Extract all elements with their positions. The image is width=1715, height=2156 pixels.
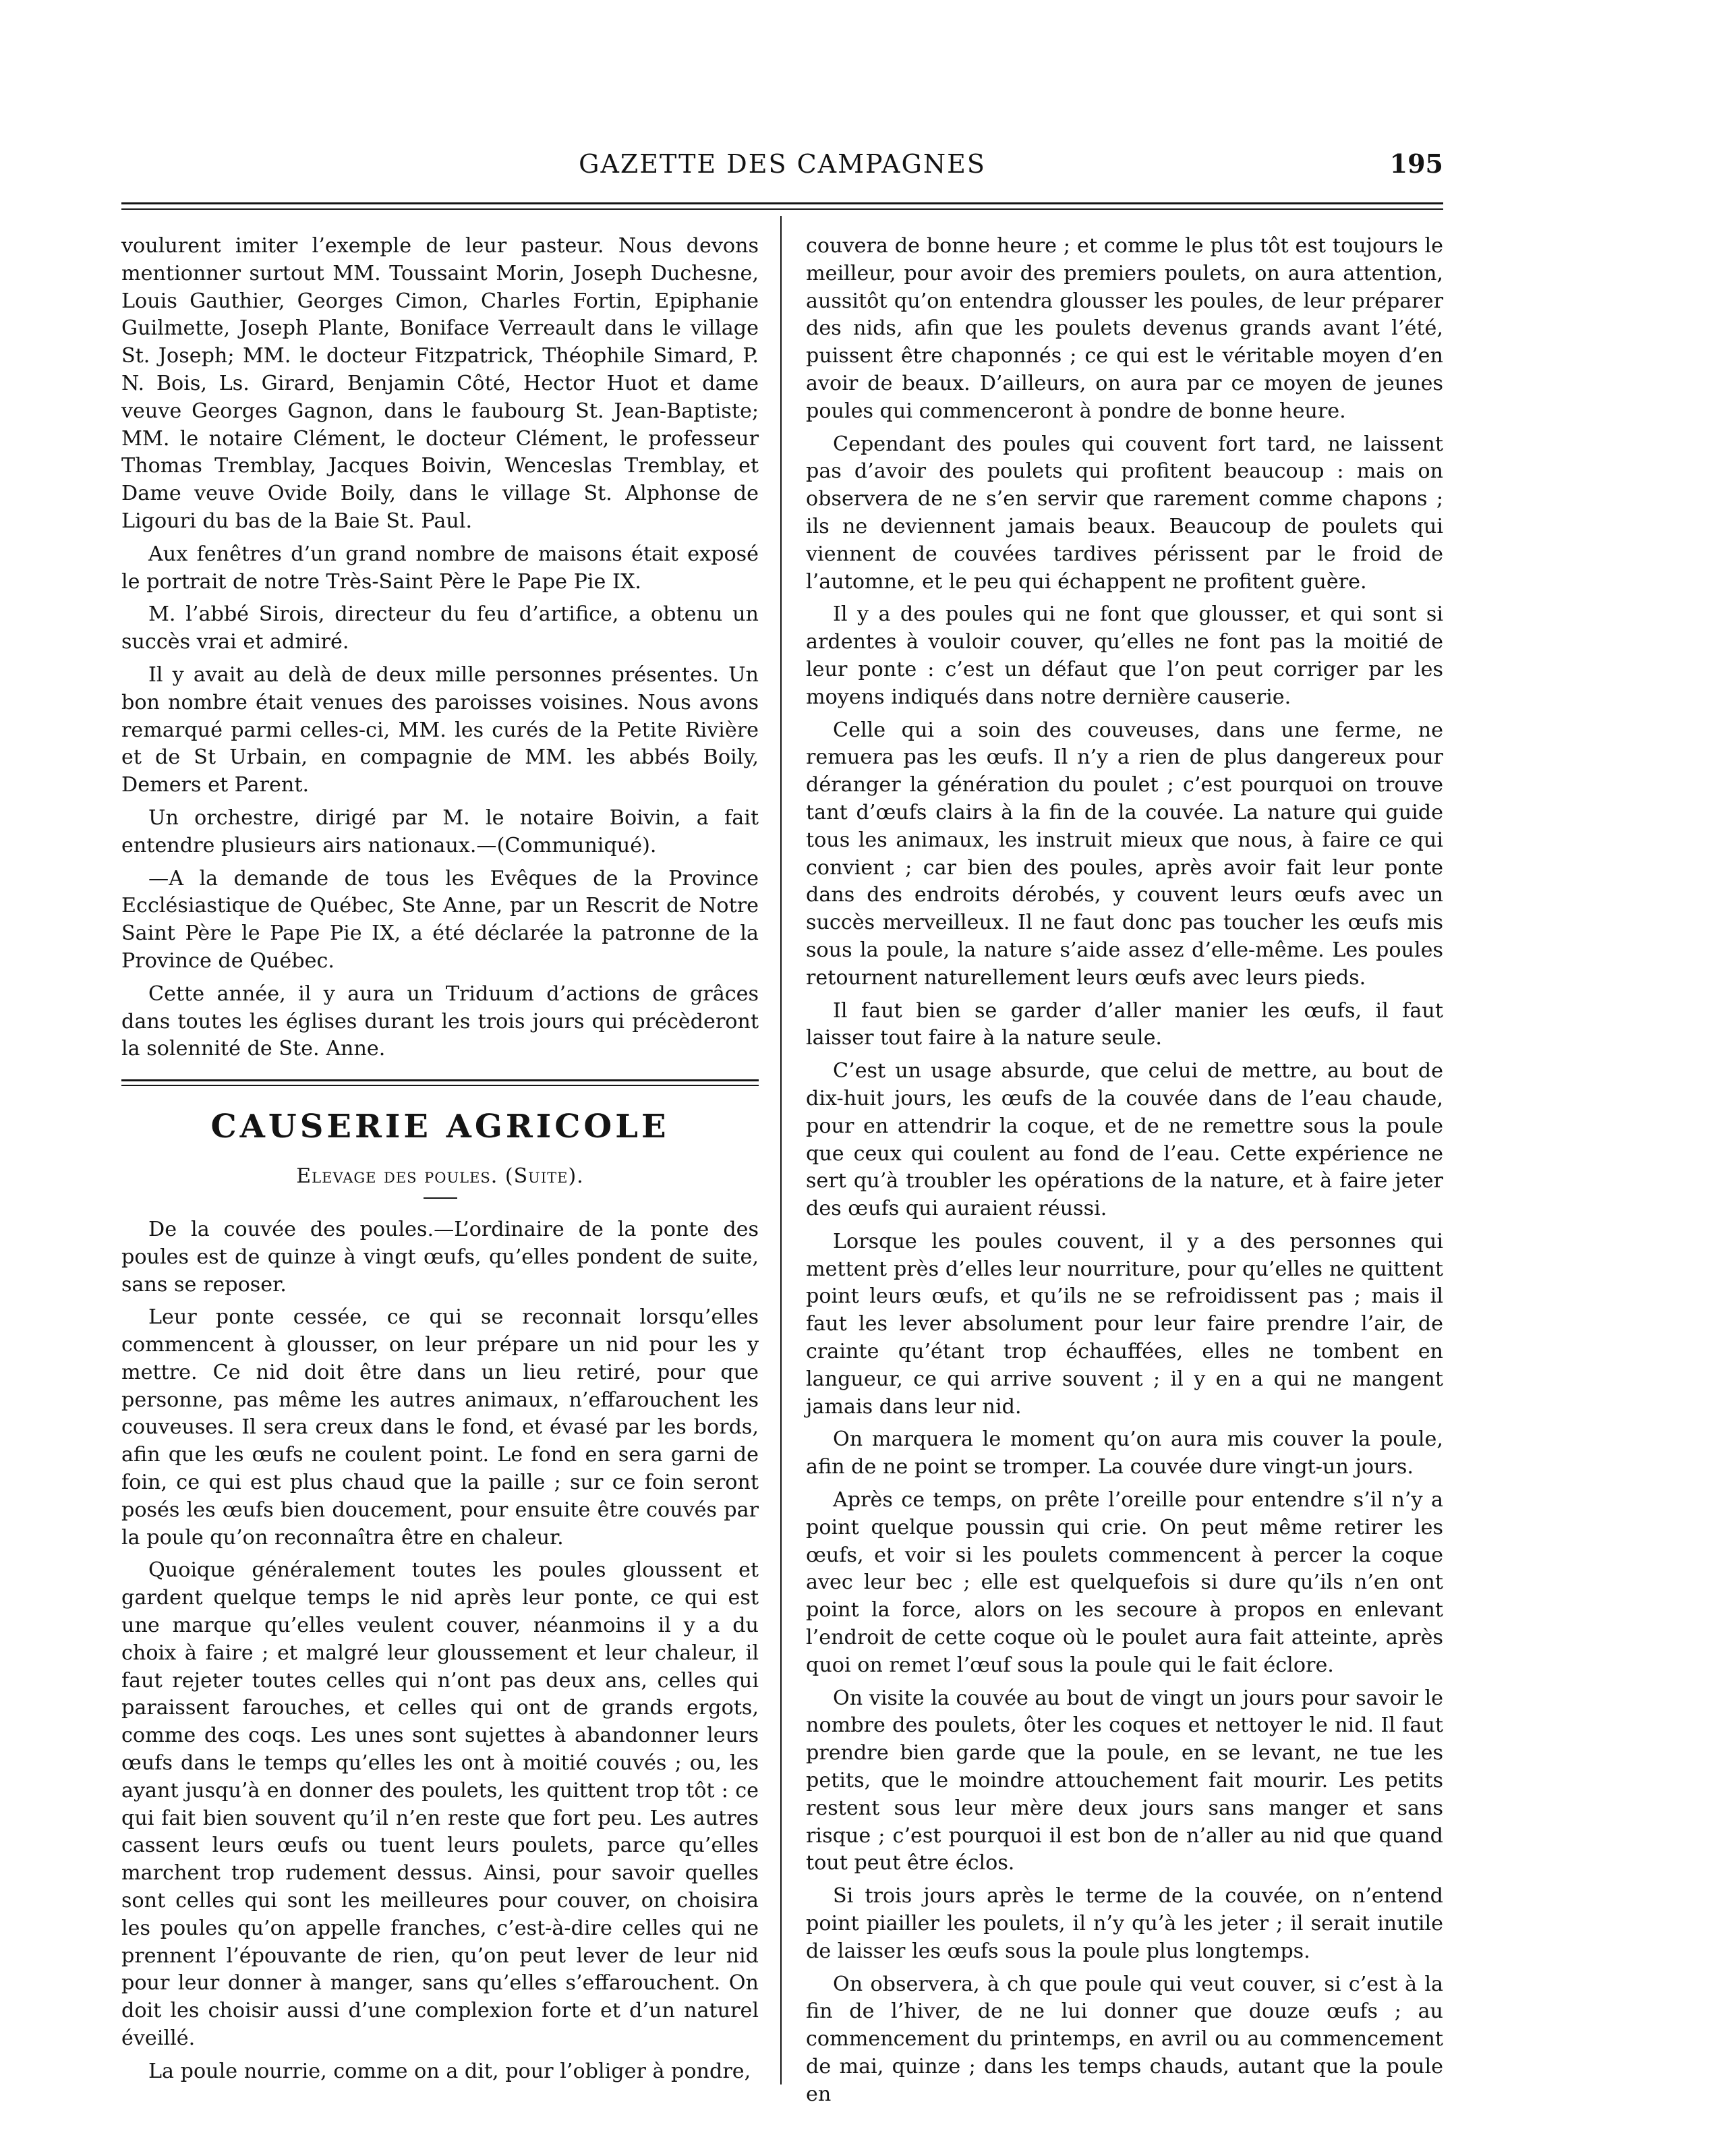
paragraph: Celle qui a soin des couveuses, dans une ferme, ne remuera pas les œufs. Il n’y a rien de plus dangereux pour déranger la génération du poulet ; c’est pourquoi on trouve tant d’œufs clairs à la fin de la couvée. La nature qui guide tous les animaux, les instruit mieux que nous, à faire ce qui convient ; car bien des poules, après avoir fait leur ponte dans des endroits dérobés, y couvent leurs œufs avec un succès merveilleux. Il ne faut donc pas toucher les œufs mis sous la poule, la nature s’aide assez d’elle-même. Les poules retournent naturellement leurs œufs avec leurs pieds. [806,718,1443,990]
paragraph: —A la demande de tous les Evêques de la Province Ecclésiastique de Québec, Ste Anne, par un Rescrit de Notre Saint Père le Pape Pie IX, a été déclarée la patronne de la Province de Québec. [121,866,759,973]
paragraph: M. l’abbé Sirois, directeur du feu d’artifice, a obtenu un succès vrai et admiré. [121,602,759,654]
paragraph: Aux fenêtres d’un grand nombre de maisons était exposé le portrait de notre Très-Saint Père le Pape Pie IX. [121,542,759,594]
paragraph: Quoique généralement toutes les poules gloussent et gardent quelque temps le nid après leur ponte, ce qui est une marque qu’elles veulent couver, néanmoins il y a du choix à faire ; et malgré leur gloussement et leur chaleur, il faut rejeter toutes celles qui n’ont pas deux ans, celles qui paraissent farouches, et celles qui ont de grands ergots, comme des coqs. Les unes sont sujettes à abandonner leurs œufs dans le temps qu’elles les ont à moitié couvés ; ou, les ayant jusqu’à en donner des poulets, les quittent trop tôt : ce qui fait bien souvent qu’il n’en reste que fort peu. Les autres cassent leurs œufs ou tuent leurs poulets, parce qu’elles marchent trop rudement dessus. Ainsi, pour savoir quelles sont celles qui sont les meilleures pour couver, on choisira les poules qu’on appelle franches, c’est-à-dire celles qui ne prennent l’épouvante de rien, qu’on peut lever de leur nid pour leur donner à manger, sans qu’elles s’effarouchent. On doit les choisir aussi d’une complexion forte et d’un naturel éveillé. [121,1558,759,2051]
newspaper-title: GAZETTE DES CAMPAGNES [579,149,986,179]
page-number: 195 [1389,148,1443,179]
paragraph: On observera, à ch que poule qui veut couver, si c’est à la fin de l’hiver, de ne lui donner que douze œufs ; au commencement du printemps, en avril ou au commencement de mai, quinze ; dans les temps chauds, autant que la poule en [806,1972,1443,2106]
column-divider [780,216,782,2084]
short-rule [424,1197,457,1199]
section-rule [121,1079,759,1086]
paragraph: De la couvée des poules.—L’ordinaire de la ponte des poules est de quinze à vingt œufs, qu’elles pondent de suite, sans se reposer. [121,1217,759,1297]
paragraph: Cette année, il y aura un Triduum d’actions de grâces dans toutes les églises durant les trois jours qui précèderont la solennité de Ste. Anne. [121,982,759,1061]
paragraph: Il y a des poules qui ne font que glousser, et qui sont si ardentes à vouloir couver, qu’elles ne font pas la moitié de leur ponte : c’est un défaut que l’on peut corriger par les moyens indiqués dans notre dernière causerie. [806,602,1443,709]
paragraph: Après ce temps, on prête l’oreille pour entendre s’il n’y a point quelque poussin qui crie. On peut même retirer les œufs, et voir si les poulets commencent à percer la coque avec leur bec ; elle est quelquefois si dure qu’ils n’en ont point la force, alors on les secoure à propos en enlevant l’endroit de cette coque où le poulet aura fait atteinte, après quoi on remet l’œuf sous la poule qui le fait éclore. [806,1488,1443,1677]
paragraph: couvera de bonne heure ; et comme le plus tôt est toujours le meilleur, pour avoir des premiers poulets, on aura attention, aussitôt qu’on entendra glousser les poules, de leur préparer des nids, afin que les poulets devenus grands avant l’été, puissent être chaponnés ; ce qui est le véritable moyen d’en avoir de beaux. D’ailleurs, on aura par ce moyen de jeunes poules qui commenceront à pondre de bonne heure. [806,234,1443,423]
paragraph: Il y avait au delà de deux mille personnes présentes. Un bon nombre était venues des paroisses voisines. Nous avons remarqué parmi celles-ci, MM. les curés de la Petite Rivière et de St Urbain, en compagnie de MM. les abbés Boily, Demers et Parent. [121,662,759,797]
paragraph: La poule nourrie, comme on a dit, pour l’obliger à pondre, [148,2059,751,2083]
paragraph: Lorsque les poules couvent, il y a des personnes qui mettent près d’elles leur nourriture, pour qu’elles ne quittent point leurs œufs, et qu’ils ne se refroidissent pas ; mais il faut les lever absolument pour leur faire prendre l’air, de crainte qu’étant trop échauffées, elles ne tombent en langueur, ce qui arrive souvent ; il y en a qui ne mangent jamais dans leur nid. [806,1229,1443,1419]
paragraph: C’est un usage absurde, que celui de mettre, au bout de dix-huit jours, les œufs de la couvée dans de l’eau chaude, pour en attendrir la coque, et de ne remettre sous la poule que ceux qui coulent au fond de l’eau. Cette expérience ne sert qu’à troubler les opérations de la nature, et à faire jeter des œufs qui auraient réussi. [806,1059,1443,1221]
paragraph: On visite la couvée au bout de vingt un jours pour savoir le nombre des poulets, ôter les coques et nettoyer le nid. Il faut prendre bien garde que la poule, en se levant, ne tue les petits, que le moindre attouchement fait mourir. Les petits restent sous leur mère deux jours sans manger et sans risque ; c’est pourquoi il est bon de n’aller au nid que quand tout peut être éclos. [806,1686,1443,1875]
paragraph: On marquera le moment qu’on aura mis couver la poule, afin de ne point se tromper. La couvée dure vingt-un jours. [806,1427,1443,1479]
header-rule [121,202,1443,210]
left-column [121,233,759,2091]
paragraph: Leur ponte cessée, ce qui se reconnait lorsqu’elles commencent à glousser, on leur prépare un nid pour les y mettre. Ce nid doit être dans un lieu retiré, pour que personne, pas même les autres animaux, n’effarouchent les couveuses. Il sera creux dans le fond, et évasé par les bords, afin que les œufs ne coulent point. Le fond en sera garni de foin, ce qui est plus chaud que la paille ; sur ce foin seront posés les œufs bien doucement, pour ensuite être couvés par la poule qu’on reconnaîtra être en chaleur. [121,1305,759,1550]
section-subtitle: Elevage des poules. (Suite). [296,1164,584,1189]
paragraph: Si trois jours après le terme de la couvée, on n’entend point piailler les poulets, il n’y qu’à les jeter ; il serait inutile de laisser les œufs sous la poule plus longtemps. [806,1884,1443,1963]
paragraph: Cependant des poules qui couvent fort tard, ne laissent pas d’avoir des poulets qui profitent beaucoup : mais on observera de ne s’en servir que rarement comme chapons ; ils ne deviennent jamais beaux. Beaucoup de poulets qui viennent de couvées tardives périssent par le froid de l’automne, et le peu qui échappent ne profitent guère. [806,432,1443,594]
paragraph: Il faut bien se garder d’aller manier les œufs, il faut laisser tout faire à la nature seule. [806,998,1443,1050]
page-header [121,145,1443,186]
section-title: CAUSERIE AGRICOLE [210,1108,670,1146]
right-column [806,233,1443,2114]
paragraph: Un orchestre, dirigé par M. le notaire Boivin, a fait entendre plusieurs airs nationaux.—(Communiqué). [121,805,759,857]
paragraph: voulurent imiter l’exemple de leur pasteur. Nous devons mentionner surtout MM. Toussaint Morin, Joseph Duchesne, Louis Gauthier, Georges Cimon, Charles Fortin, Epiphanie Guilmette, Joseph Plante, Boniface Verreault dans le village St. Joseph; MM. le docteur Fitzpatrick, Théophile Simard, P. N. Bois, Ls. Girard, Benjamin Côté, Hector Huot et dame veuve Georges Gagnon, dans le faubourg St. Jean-Baptiste; MM. le notaire Clément, le docteur Clément, le professeur Thomas Tremblay, Jacques Boivin, Wenceslas Tremblay, et Dame veuve Ovide Boily, dans le village St. Alphonse de Ligouri du bas de la Baie St. Paul. [121,234,759,533]
